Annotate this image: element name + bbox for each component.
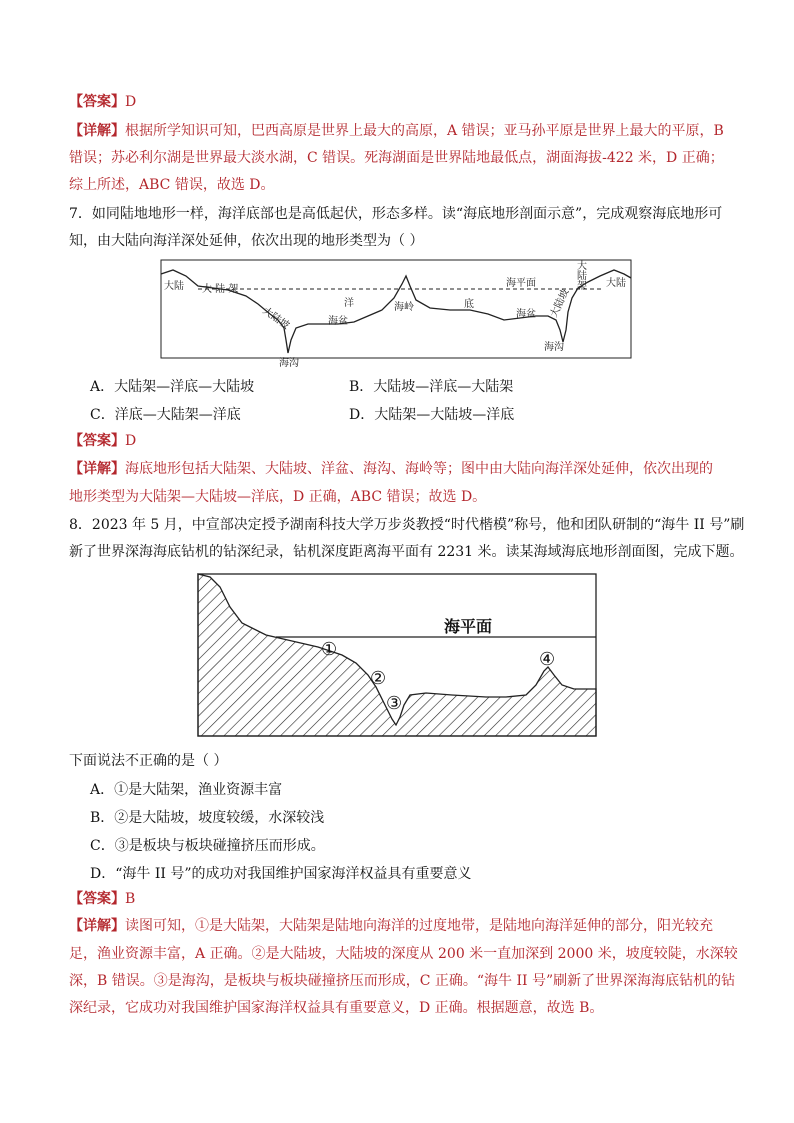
q6-detail-line-3: 综上所述，ABC 错误，故选 D。 [69,177,275,193]
marker-4: ④ [539,649,556,670]
q7-option-c[interactable]: C．洋底—大陆架—洋底 [90,407,241,423]
answer-tag: 【答案】 [69,94,125,110]
answer-tag: 【答案】 [69,891,125,907]
label-basin-left: 海盆 [328,316,348,327]
detail-text: 海底地形包括大陆架、大陆坡、洋盆、海沟、海岭等；图中由大陆向海洋深处延伸，依次出现的 [125,461,713,477]
q7-option-d[interactable]: D．大陆架—大陆坡—洋底 [349,407,515,423]
marker-1: ① [321,639,338,660]
label-shelf-right: 大陆架 [574,260,586,290]
label-trench-right: 海沟 [544,342,564,353]
label-continent-left: 大陆 [164,281,184,292]
q7-detail-line-2: 地形类型为大陆架—大陆坡—洋底，D 正确，ABC 错误；故选 D。 [69,489,487,505]
q7-answer-line [69,431,136,451]
label-slope-right: 大陆坡 [548,287,572,320]
marker-2: ② [370,668,387,689]
label-shelf-right-vertical [575,259,587,291]
q8-answer-line [69,889,135,909]
q8-detail-line-4: 深纪录，它成功对我国维护国家海洋权益具有重要意义，D 正确。根据题意，故选 B。 [69,1000,604,1016]
label-continent-right: 大陆 [606,278,626,289]
detail-tag: 【详解】 [69,461,125,477]
q6-answer-line [69,92,136,112]
marker-3: ③ [386,693,403,714]
seabed-profile-svg [158,258,634,372]
label-ridge: 海岭 [394,302,414,313]
q8-stem-line-2: 新了世界深海海底钻机的钻深纪录，钻机深度距离海平面有 2231 米。读某海域海底地形剖面图，完成下题。 [69,544,744,560]
q8-detail-line-2: 足，渔业资源丰富，A 正确。②是大陆坡，大陆坡的深度从 200 米一直加深到 2000 米，坡度较陡，水深较 [69,946,738,962]
label-slope-left: 大陆坡 [260,305,292,332]
label-sea-level: 海平面 [506,278,536,289]
q8-option-b[interactable]: B．②是大陆坡，坡度较缓，水深较浅 [90,810,325,826]
detail-tag: 【详解】 [69,123,125,139]
q7-option-b[interactable]: B．大陆坡—洋底—大陆架 [349,379,514,395]
detail-text: 读图可知，①是大陆架，大陆架是陆地向海洋的过度地带，是陆地向海洋延伸的部分，阳光较充 [125,918,713,934]
q8-option-d[interactable]: D．“海牛 II 号”的成功对我国维护国家海洋权益具有重要意义 [90,866,472,882]
q8-question: 下面说法不正确的是（ ） [69,753,228,769]
label-shelf-left: 大 陆 架 [202,284,239,295]
label-basin-right: 海盆 [516,309,536,320]
detail-text: 根据所学知识可知，巴西高原是世界上最大的高原，A 错误；亚马孙平原是世界上最大的平原，B [125,123,724,139]
label-sea-level: 海平面 [444,617,493,636]
seafloor-section-svg [196,571,600,739]
q8-detail-line-3: 深，B 错误。③是海沟，是板块与板块碰撞挤压而形成，C 正确。“海牛 II 号”刷新了世界深海海底钻机的钻 [69,973,736,989]
label-trench-left: 海沟 [279,358,299,369]
q8-option-a[interactable]: A．①是大陆架，渔业资源丰富 [90,782,283,798]
q7-detail-line-1 [69,459,713,479]
answer-value: D [125,433,137,449]
answer-value: B [125,891,136,907]
q8-option-c[interactable]: C．③是板块与板块碰撞挤压而形成。 [90,838,325,854]
seabed-profile-figure [158,258,634,376]
q8-stem-line-1: 8．2023 年 5 月，中宣部决定授予湖南科技大学万步炎教授“时代楷模”称号，他和团队研制的“海牛 II 号”刷 [69,517,745,533]
seafloor-section-figure [196,571,600,743]
q6-detail-line-2: 错误；苏必利尔湖是世界最大淡水湖，C 错误。死海湖面是世界陆地最低点，湖面海拔-422 米，D 正确； [69,150,724,166]
q7-stem-line-2: 知，由大陆向海洋深处延伸，依次出现的地形类型为（ ） [69,233,424,249]
answer-tag: 【答案】 [69,433,125,449]
detail-tag: 【详解】 [69,918,125,934]
q7-option-a[interactable]: A．大陆架—洋底—大陆坡 [90,379,255,395]
label-floor: 底 [464,299,474,310]
q6-detail-line-1 [69,121,724,141]
q7-stem-line-1: 7．如同陆地地形一样，海洋底部也是高低起伏，形态多样。读“海底地形剖面示意”，完成观察海底地形可 [69,206,723,222]
q8-detail-line-1 [69,916,713,936]
label-ocean: 洋 [344,298,354,309]
answer-value: D [125,94,137,110]
